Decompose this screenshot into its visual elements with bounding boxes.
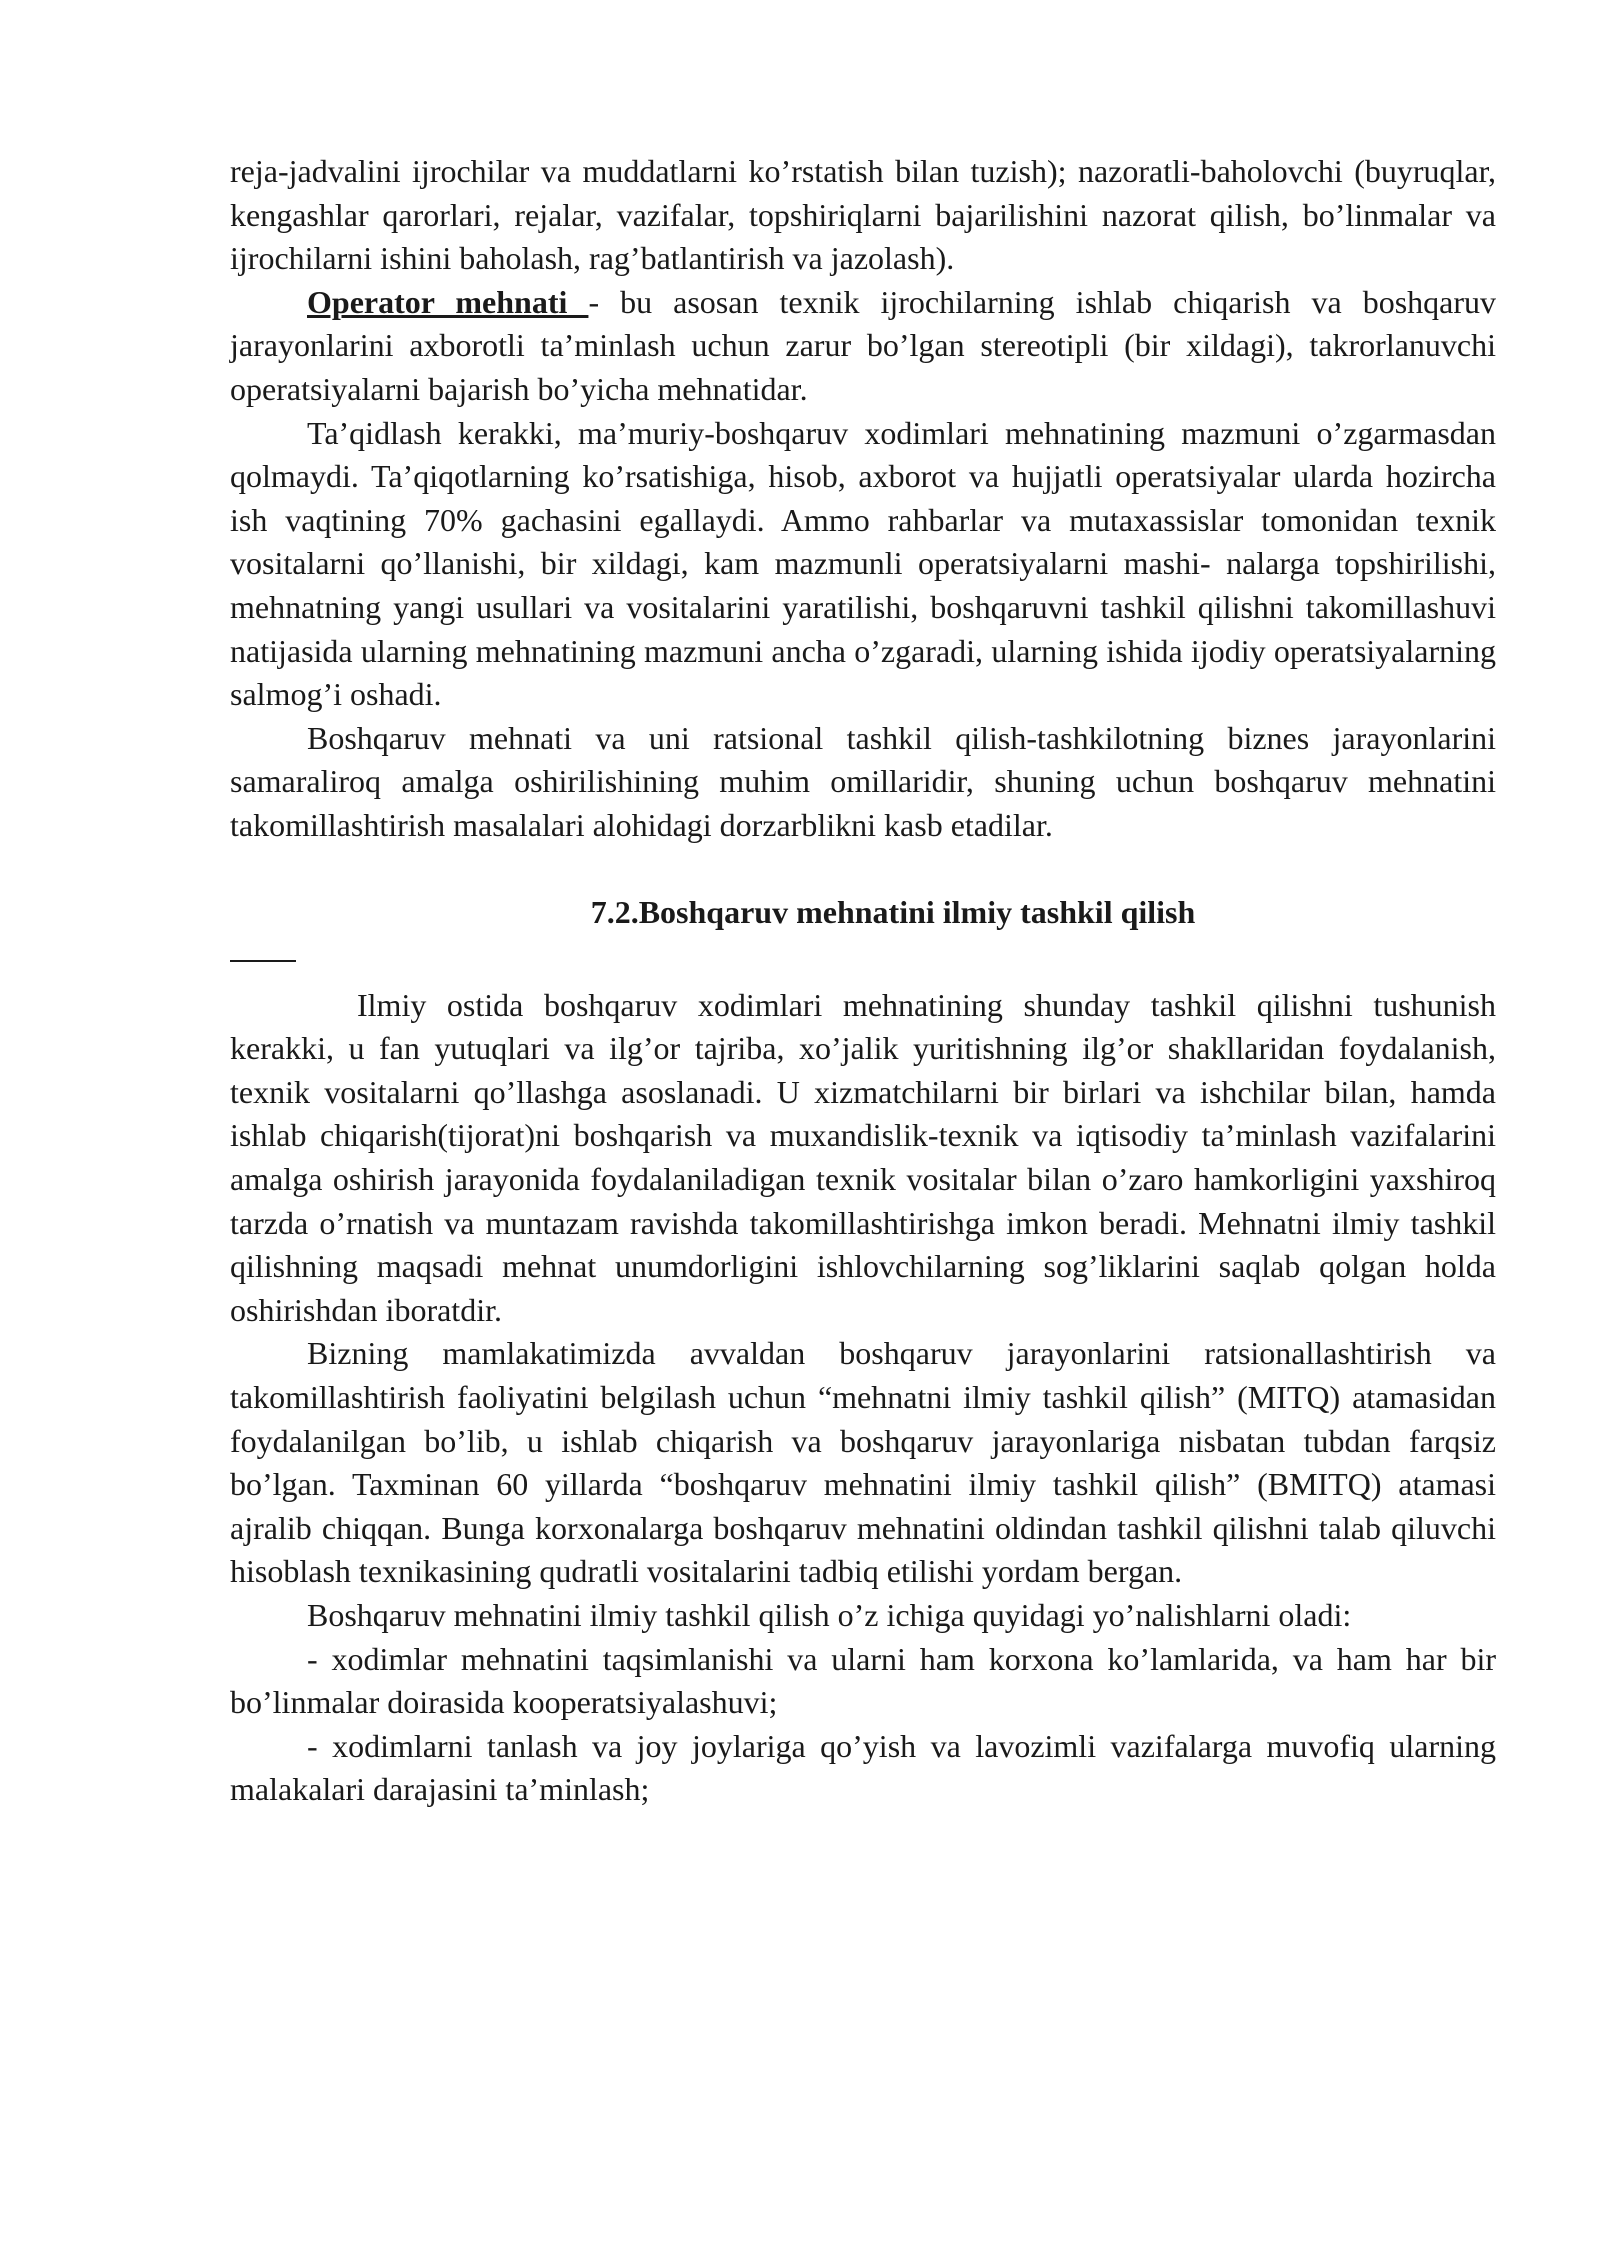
section-heading: 7.2.Boshqaruv mehnatini ilmiy tashkil qilish xyxy=(590,893,1196,930)
list-item: - xodimlarni tanlash va joy joylariga qo’yish va lavozimli vazifalarga muvofiq ularning malakalari darajasini ta’minlash; xyxy=(230,1727,1496,1808)
paragraph-administrative-staff: Ta’qidlash kerakki, ma’muriy-boshqaruv xodimlari mehnatining mazmuni o’zgarmasdan qolmaydi. Ta’qiqotlarning ko’rsatishiga, hisob, axborot va hujjatli operatsiyalar ularda hozircha ish vaqtining 70% gachasini egallaydi. Ammo rahbarlar va mutaxassislar tomonidan texnik vositalarni qo’llanishi, bir xildagi, kam mazmunli operatsiyalarni mashi- nalarga topshirilishi, mehnatning yangi usullari va vositalarini yaratilishi, boshqaruvni tashkil qilishni takomillashuvi natijasida ularning mehnatining mazmuni ancha o’zgaradi, ularning ishida ijodiy operatsiyalarning salmog’i oshadi. xyxy=(230,414,1496,713)
separator-row xyxy=(230,940,1496,984)
paragraph-history: Bizning mamlakatimizda avvaldan boshqaruv jarayonlarini ratsionallashtirish va takomillashtirish faoliyatini belgilash uchun “mehnatni ilmiy tashkil qilish” (MITQ) atamasidan foydalanilgan bo’lib, u ishlab chiqarish va boshqaruv jarayonlariga nisbatan tubdan farqsiz bo’lgan. Taxminan 60 yillarda “boshqaruv mehnatini ilmiy tashkil qilish” (BMITQ) atamasi ajralib chiqqan. Bunga korxonalarga boshqaruv mehnatini oldindan tashkil qilishni talab qiluvchi hisoblash texnikasining qudratli vositalarini tadbiq etilishi yordam bergan. xyxy=(230,1335,1496,1590)
term-definition: - bu asosan texnik ijrochilarning ishlab chiqarish va boshqaruv jarayonlarini axborotli ta’minlash uchun zarur bo’lgan stereotipli (bir xildagi), takrorlanuvchi operatsiyalarni bajarish bo’yicha mehnatidar. xyxy=(230,283,1497,407)
term-operator-mehnati: Operator mehnati xyxy=(307,283,589,320)
document-body xyxy=(230,150,1496,1812)
paragraph-continuation: reja-jadvalini ijrochilar va muddatlarni ko’rstatish bilan tuzish); nazoratli-baholovchi (buyruqlar, kengashlar qarorlari, rejalar, vazifalar, topshiriqlarni bajarilishini nazorat qilish, bo’linmalar va ijrochilarni ishini baholash, rag’batlantirish va jazolash). xyxy=(230,153,1496,277)
short-rule-divider xyxy=(230,960,296,962)
paragraph-directions-intro: Boshqaruv mehnatini ilmiy tashkil qilish o’z ichiga quyidagi yo’nalishlarni oladi: xyxy=(307,1597,1352,1633)
paragraph-scientific-organization: Ilmiy ostida boshqaruv xodimlari mehnatining shunday tashkil qilishni tushunish kerakki, u fan yutuqlari va ilg’or tajriba, xo’jalik yuritishning ilg’or shakllaridan foydalanish, texnik vositalarni qo’llashga asoslanadi. U xizmatchilarni bir birlari va ishchilar bilan, hamda ishlab chiqarish(tijorat)ni boshqarish va muxandislik-texnik va iqtisodiy ta’minlash vazifalarini amalga oshirish jarayonida foydalaniladigan texnik vositalar bilan o’zaro hamkorligini yaxshiroq tarzda o’rnatish va muntazam ravishda takomillashtirishga imkon beradi. Mehnatni ilmiy tashkil qilishning maqsadi mehnat unumdorligini ishlovchilarning sog’liklarini saqlab qolgan holda oshirishdan iboratdir. xyxy=(230,986,1496,1328)
list-item: - xodimlar mehnatini taqsimlanishi va ularni ham korxona ko’lamlarida, va ham har bir bo’linmalar doirasida kooperatsiyalashuvi; xyxy=(230,1640,1496,1721)
paragraph-operator-labor xyxy=(230,281,1496,412)
paragraph-management-labor: Boshqaruv mehnati va uni ratsional tashkil qilish-tashkilotning biznes jarayonlarini samaraliroq amalga oshirilishining muhim omillaridir, shuning uchun boshqaruv mehnatini takomillashtirish masalalari alohidagi dorzarblikni kasb etadilar. xyxy=(230,719,1496,843)
